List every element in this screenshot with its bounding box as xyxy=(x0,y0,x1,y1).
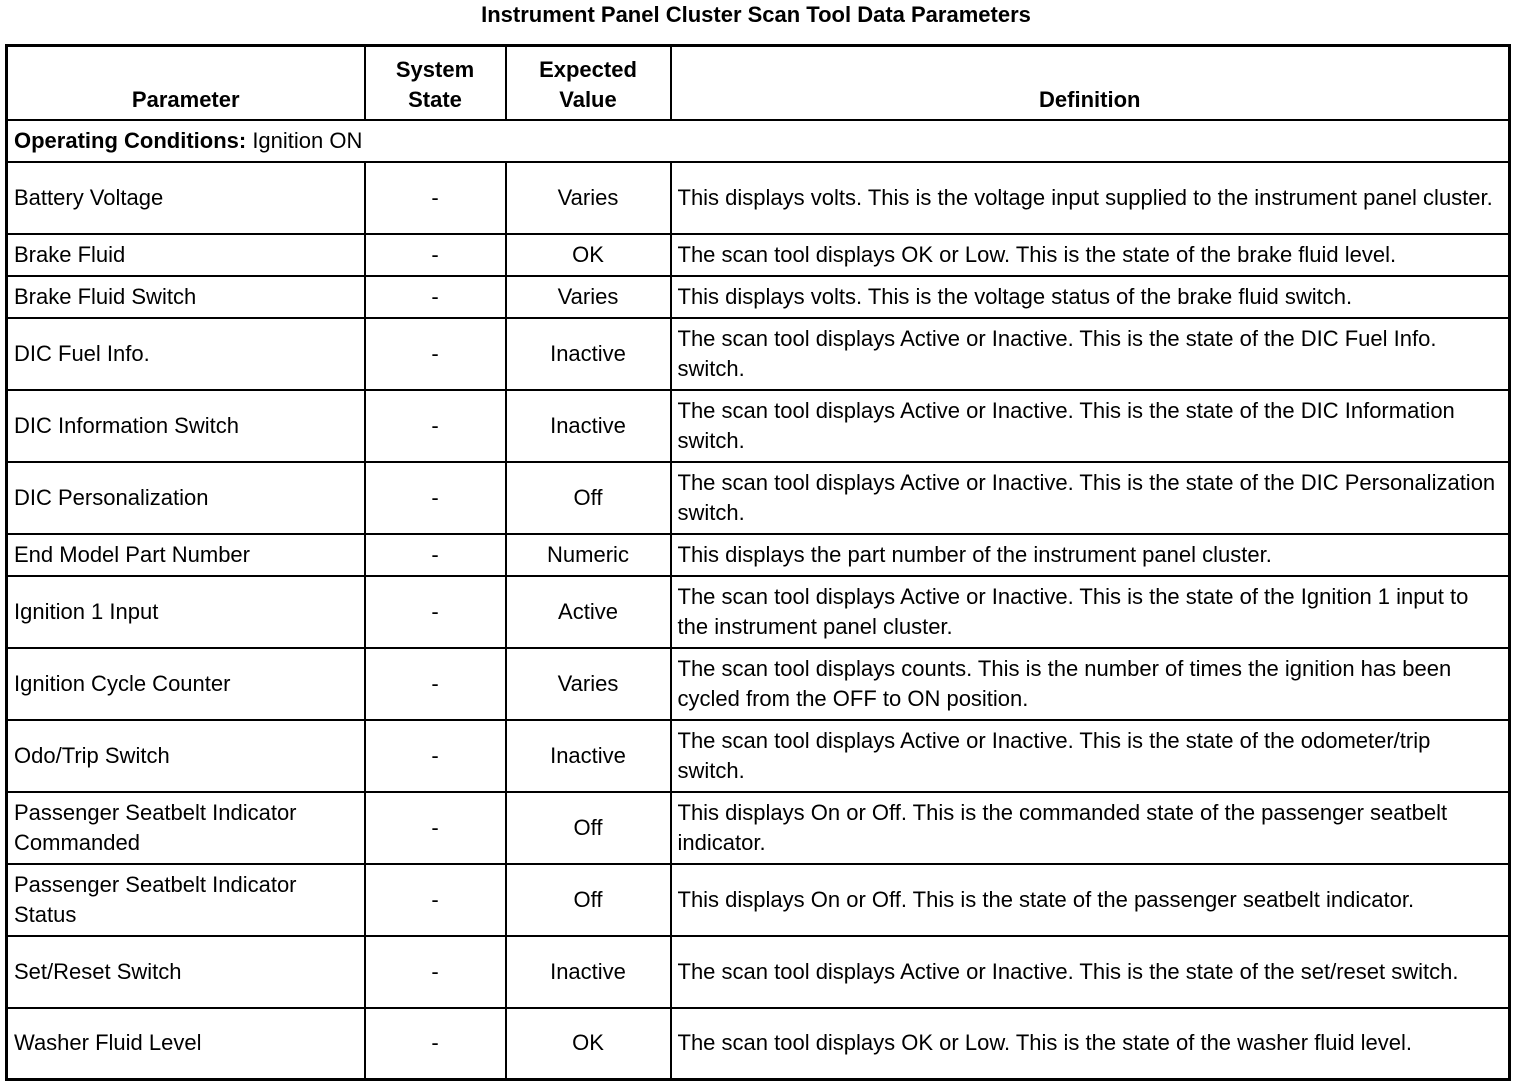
parameter-cell: Passenger Seatbelt Indicator Commanded xyxy=(7,792,365,864)
definition-cell: The scan tool displays counts. This is the number of times the ignition has been cycled from the OFF to ON position. xyxy=(671,648,1510,720)
table-row xyxy=(7,864,1510,936)
table-row xyxy=(7,720,1510,792)
parameter-cell: DIC Information Switch xyxy=(7,390,365,462)
expected-value-cell: Inactive xyxy=(506,720,671,792)
parameter-cell: End Model Part Number xyxy=(7,534,365,576)
header-system-state-line-1: System xyxy=(395,56,475,82)
parameter-cell: DIC Fuel Info. xyxy=(7,318,365,390)
system-state-cell: - xyxy=(365,936,506,1008)
page-title: Instrument Panel Cluster Scan Tool Data Parameters xyxy=(481,2,1031,27)
definition-cell: This displays the part number of the instrument panel cluster. xyxy=(671,534,1510,576)
table-row xyxy=(7,792,1510,864)
system-state-cell: - xyxy=(365,720,506,792)
parameter-cell: Ignition 1 Input xyxy=(7,576,365,648)
expected-value-cell: OK xyxy=(506,1008,671,1080)
system-state-cell: - xyxy=(365,864,506,936)
operating-conditions-row xyxy=(7,120,1510,162)
expected-value-cell: Inactive xyxy=(506,318,671,390)
expected-value-cell: Numeric xyxy=(506,534,671,576)
system-state-cell: - xyxy=(365,162,506,234)
header-system-state xyxy=(365,46,506,120)
table-row xyxy=(7,390,1510,462)
expected-value-cell: Inactive xyxy=(506,936,671,1008)
parameter-cell: Set/Reset Switch xyxy=(7,936,365,1008)
system-state-cell: - xyxy=(365,534,506,576)
table-row xyxy=(7,1008,1510,1080)
system-state-cell: - xyxy=(365,462,506,534)
header-parameter: Parameter xyxy=(7,46,365,120)
definition-cell: The scan tool displays Active or Inactive. This is the state of the DIC Fuel Info. switch. xyxy=(671,318,1510,390)
header-system-state-line-2: State xyxy=(408,86,462,112)
definition-cell: The scan tool displays Active or Inactive. This is the state of the DIC Information switch. xyxy=(671,390,1510,462)
system-state-cell: - xyxy=(365,576,506,648)
definition-cell: This displays volts. This is the voltage status of the brake fluid switch. xyxy=(671,276,1510,318)
parameter-cell: DIC Personalization xyxy=(7,462,365,534)
parameter-cell: Odo/Trip Switch xyxy=(7,720,365,792)
table-row xyxy=(7,534,1510,576)
table-row xyxy=(7,462,1510,534)
parameter-cell: Brake Fluid xyxy=(7,234,365,276)
expected-value-cell: Active xyxy=(506,576,671,648)
system-state-cell: - xyxy=(365,318,506,390)
table-row xyxy=(7,648,1510,720)
parameter-cell: Battery Voltage xyxy=(7,162,365,234)
definition-cell: This displays On or Off. This is the commanded state of the passenger seatbelt indicator. xyxy=(671,792,1510,864)
definition-cell: The scan tool displays Active or Inactive. This is the state of the Ignition 1 input to the instrument panel cluster. xyxy=(671,576,1510,648)
table-row xyxy=(7,162,1510,234)
system-state-cell: - xyxy=(365,648,506,720)
operating-conditions-cell xyxy=(7,120,1510,162)
expected-value-cell: Off xyxy=(506,462,671,534)
table-row xyxy=(7,234,1510,276)
expected-value-cell: Varies xyxy=(506,276,671,318)
system-state-cell: - xyxy=(365,792,506,864)
expected-value-cell: Inactive xyxy=(506,390,671,462)
definition-cell: This displays volts. This is the voltage input supplied to the instrument panel cluster. xyxy=(671,162,1510,234)
system-state-cell: - xyxy=(365,234,506,276)
definition-cell: The scan tool displays Active or Inactive. This is the state of the DIC Personalization switch. xyxy=(671,462,1510,534)
definition-cell: The scan tool displays OK or Low. This is the state of the brake fluid level. xyxy=(671,234,1510,276)
definition-cell: The scan tool displays OK or Low. This is the state of the washer fluid level. xyxy=(671,1008,1510,1080)
expected-value-cell: OK xyxy=(506,234,671,276)
definition-cell: The scan tool displays Active or Inactive. This is the state of the set/reset switch. xyxy=(671,936,1510,1008)
operating-conditions-value: Ignition ON xyxy=(246,127,363,153)
header-expected-value-line-1: Expected xyxy=(539,56,637,82)
table-header-row xyxy=(7,46,1510,120)
header-definition: Definition xyxy=(671,46,1510,120)
expected-value-cell: Varies xyxy=(506,162,671,234)
header-expected-value xyxy=(506,46,671,120)
system-state-cell: - xyxy=(365,1008,506,1080)
definition-cell: This displays On or Off. This is the state of the passenger seatbelt indicator. xyxy=(671,864,1510,936)
parameter-cell: Passenger Seatbelt Indicator Status xyxy=(7,864,365,936)
table-row xyxy=(7,276,1510,318)
parameters-table xyxy=(5,44,1511,1081)
expected-value-cell: Off xyxy=(506,864,671,936)
table-row xyxy=(7,576,1510,648)
parameter-cell: Washer Fluid Level xyxy=(7,1008,365,1080)
table-body xyxy=(7,120,1510,1080)
header-expected-value-line-2: Value xyxy=(559,86,617,112)
expected-value-cell: Varies xyxy=(506,648,671,720)
parameter-cell: Ignition Cycle Counter xyxy=(7,648,365,720)
parameter-cell: Brake Fluid Switch xyxy=(7,276,365,318)
expected-value-cell: Off xyxy=(506,792,671,864)
table-row xyxy=(7,936,1510,1008)
system-state-cell: - xyxy=(365,276,506,318)
table-row xyxy=(7,318,1510,390)
operating-conditions-label: Operating Conditions: xyxy=(14,127,247,153)
definition-cell: The scan tool displays Active or Inactive. This is the state of the odometer/trip switch. xyxy=(671,720,1510,792)
system-state-cell: - xyxy=(365,390,506,462)
